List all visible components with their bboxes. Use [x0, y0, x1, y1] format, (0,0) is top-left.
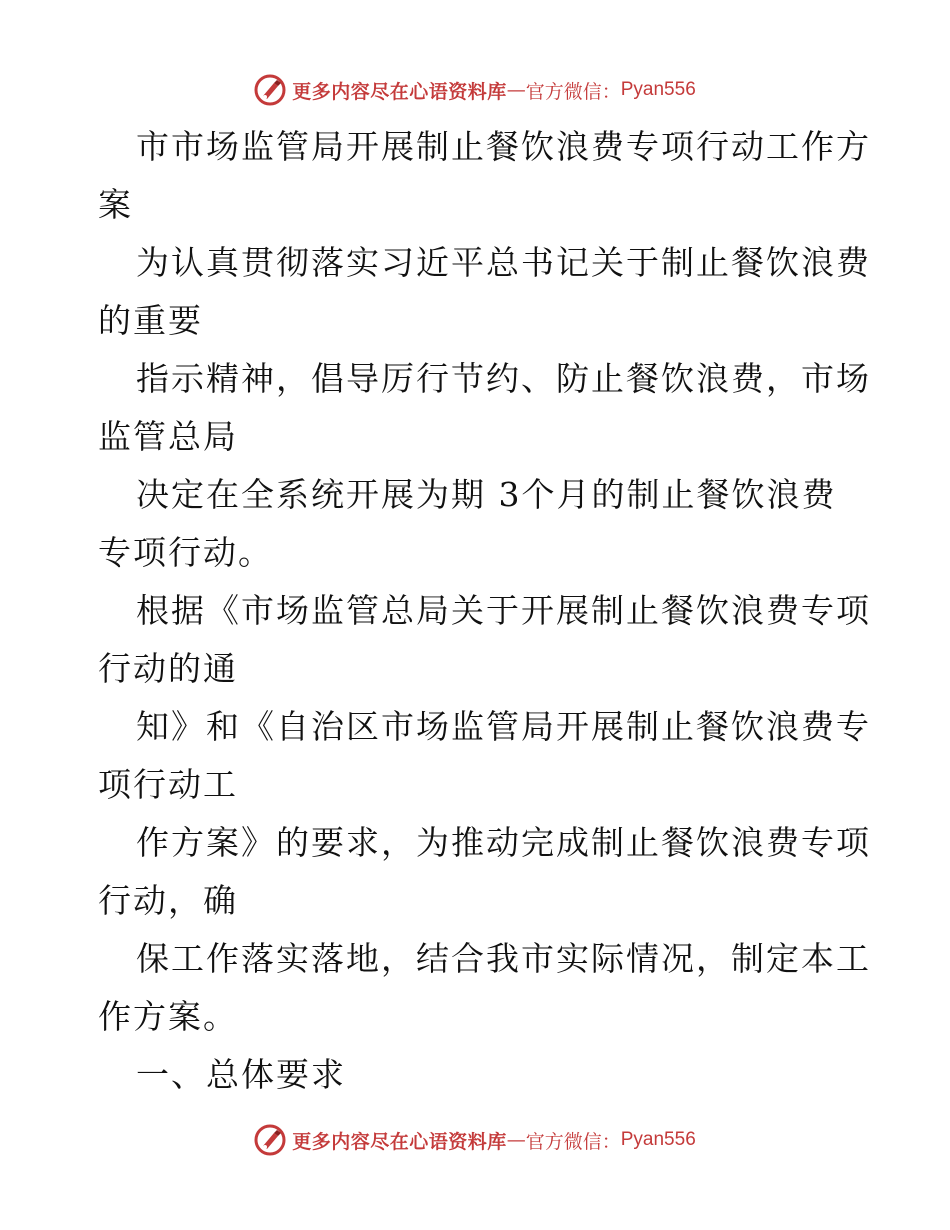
- body-line: 市市场监管局开展制止餐饮浪费专项行动工作方: [136, 127, 871, 166]
- body-line: 根据《市场监管总局关于开展制止餐饮浪费专项: [136, 591, 871, 630]
- banner-title: 更多内容尽在心语资料库: [292, 1130, 507, 1153]
- body-line: 行动，确: [98, 881, 238, 920]
- body-line: 案: [98, 185, 133, 224]
- body-line: 行动的通: [98, 649, 238, 688]
- body-line: 决定在全系统开展为期 3个月的制止餐饮浪费: [136, 475, 837, 514]
- body-line: 监管总局: [98, 417, 238, 456]
- body-line: 指示精神，倡导厉行节约、防止餐饮浪费，市场: [136, 359, 871, 398]
- body-line: 项行动工: [98, 765, 238, 804]
- body-line: 为认真贯彻落实习近平总书记关于制止餐饮浪费: [136, 243, 871, 282]
- brand-logo-icon: [254, 74, 286, 106]
- body-line: 作方案》的要求，为推动完成制止餐饮浪费专项: [136, 823, 871, 862]
- banner-dash: —: [506, 1129, 526, 1151]
- banner-dash: —: [506, 79, 526, 101]
- document-body: [98, 118, 871, 1104]
- header-banner: [0, 70, 950, 110]
- brand-logo-icon: [254, 1124, 286, 1156]
- section-heading: 一、总体要求: [136, 1055, 346, 1094]
- banner-wechat-label: 官方微信：: [525, 1130, 621, 1153]
- body-line: 专项行动。: [98, 533, 273, 572]
- footer-banner: [0, 1120, 950, 1160]
- banner-wechat-id: Pyan556: [620, 1129, 696, 1150]
- body-line: 作方案。: [98, 997, 238, 1036]
- banner-title: 更多内容尽在心语资料库: [292, 80, 507, 103]
- banner-wechat-label: 官方微信：: [525, 80, 621, 103]
- body-line: 知》和《自治区市场监管局开展制止餐饮浪费专: [136, 707, 871, 746]
- body-line: 保工作落实落地，结合我市实际情况，制定本工: [136, 939, 871, 978]
- banner-wechat-id: Pyan556: [620, 79, 696, 100]
- body-line: 的重要: [98, 301, 203, 340]
